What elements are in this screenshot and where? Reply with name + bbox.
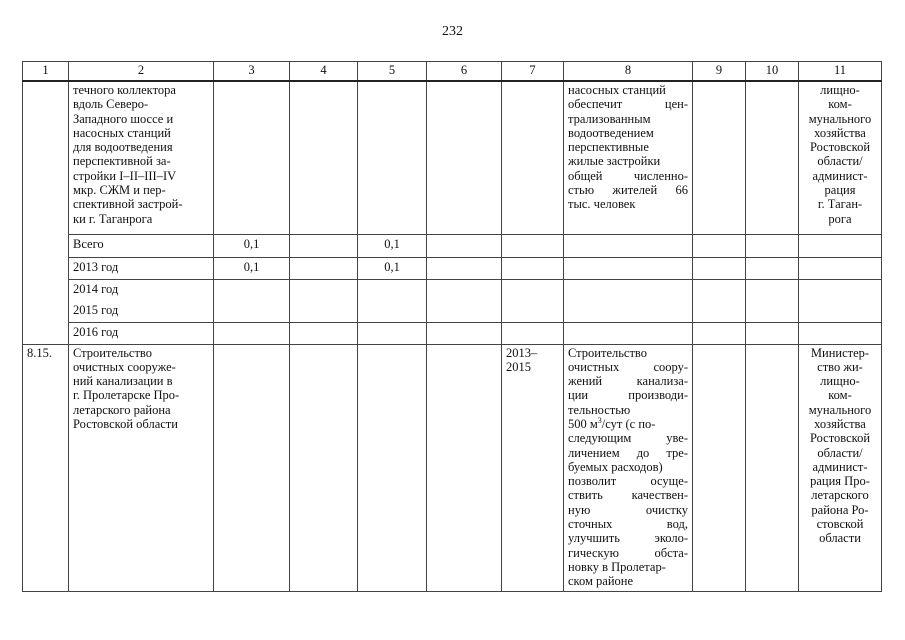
capacity-unit: /сут (с по-	[601, 416, 656, 431]
table-cell	[799, 301, 882, 323]
table-cell	[358, 344, 427, 591]
table-row	[23, 234, 882, 257]
text-line: ствить качествен-	[568, 488, 688, 503]
text-line: рация	[824, 183, 856, 198]
text-line: мкр. СЖМ и пер-	[73, 183, 166, 198]
value-cell: 0,1	[358, 257, 427, 279]
text-line: новку в Пролетар-	[568, 559, 666, 574]
superscript: 3	[597, 415, 602, 425]
capacity-value: 500 м	[568, 416, 598, 431]
text-line: личением до тре-	[568, 445, 688, 460]
text-line: лищно-	[820, 374, 860, 389]
table-cell	[502, 234, 564, 257]
text-line: летарского района	[73, 402, 171, 417]
table-cell	[290, 234, 358, 257]
table-cell	[746, 81, 799, 234]
column-header: 3	[214, 62, 290, 82]
row-label: 2013 год	[69, 257, 214, 279]
text-line: перспективные	[568, 140, 649, 155]
measure-name-cell	[69, 81, 214, 234]
table-cell	[290, 81, 358, 234]
text-line: трализованным	[568, 111, 651, 126]
text-line: г. Таган-	[817, 197, 863, 212]
table-cell	[290, 301, 358, 323]
text-line: улучшить эколо-	[568, 531, 688, 546]
text-line: области/	[817, 445, 863, 460]
page-number: 232	[442, 24, 463, 39]
column-header: 6	[427, 62, 502, 82]
table-cell	[502, 279, 564, 301]
text-line: обеспечит цен-	[568, 97, 688, 112]
text-line: буемых расходов)	[568, 459, 663, 474]
text-line: летарского	[811, 488, 869, 503]
row-label: Всего	[69, 234, 214, 257]
table-cell	[799, 279, 882, 301]
table-cell	[693, 301, 746, 323]
text-line: админист-	[812, 168, 868, 183]
table-row	[23, 81, 882, 234]
table-row	[23, 257, 882, 279]
table-cell	[214, 301, 290, 323]
table-cell	[290, 344, 358, 591]
table-cell	[746, 322, 799, 344]
table-cell	[290, 279, 358, 301]
table-cell	[290, 257, 358, 279]
text-line: Ростовской	[809, 140, 871, 155]
table-cell	[746, 279, 799, 301]
implementation-period-cell	[502, 344, 564, 591]
row-label: 2014 год	[69, 279, 214, 301]
table-cell	[746, 234, 799, 257]
text-line: стовской	[816, 517, 864, 532]
table-cell	[693, 81, 746, 234]
text-line: Министер-	[810, 345, 870, 360]
text-line: ком-	[828, 97, 852, 112]
text-line: админист-	[812, 459, 868, 474]
text-line: ную очистку	[568, 502, 688, 517]
column-header: 9	[693, 62, 746, 82]
table-cell	[746, 344, 799, 591]
row-label: 2015 год	[69, 301, 214, 323]
table-cell	[427, 344, 502, 591]
column-number-row	[23, 62, 882, 82]
column-header: 1	[23, 62, 69, 82]
table-cell	[693, 234, 746, 257]
expected-result-cell	[564, 81, 693, 234]
text-line: следующим уве-	[568, 431, 688, 446]
table-cell	[427, 301, 502, 323]
table-cell	[502, 81, 564, 234]
table-cell	[427, 234, 502, 257]
table-cell	[427, 81, 502, 234]
text-line: позволит осуще-	[568, 474, 688, 489]
table-row	[23, 301, 882, 323]
table-cell	[564, 322, 693, 344]
table-cell	[746, 257, 799, 279]
table-cell	[799, 322, 882, 344]
row-number-cell	[23, 81, 69, 344]
text-line: Строительство	[568, 345, 648, 360]
text-line: очистных соору-	[568, 359, 688, 374]
text-line: хозяйства	[814, 416, 866, 431]
text-line: перспективной за-	[73, 154, 171, 169]
text-line: хозяйства	[814, 125, 866, 140]
table-cell	[214, 344, 290, 591]
text-line: ки г. Таганрога	[73, 211, 153, 226]
text-line: г. Пролетарске Про-	[73, 388, 180, 403]
table-row	[23, 322, 882, 344]
text-line: ний канализации в	[73, 374, 173, 389]
text-line: Ростовской области	[73, 416, 178, 431]
text-line: рация Про-	[810, 474, 870, 489]
text-line: Западного шоссе и	[73, 111, 174, 126]
text-line: для водоотведения	[73, 140, 173, 155]
table-cell	[358, 322, 427, 344]
text-line: мунального	[808, 111, 872, 126]
text-line: Ростовской	[809, 431, 871, 446]
text-line: области	[819, 531, 861, 546]
table-cell	[564, 234, 693, 257]
executor-cell	[799, 81, 882, 234]
text-line: вдоль Северо-	[73, 97, 149, 112]
table-cell	[746, 301, 799, 323]
measure-name-cell	[69, 344, 214, 591]
program-table	[22, 61, 882, 592]
text-line: района Ро-	[811, 502, 869, 517]
text-line: водоотведением	[568, 125, 654, 140]
table-cell	[358, 279, 427, 301]
row-number-cell: 8.15.	[23, 344, 69, 591]
text-line	[568, 417, 688, 431]
table-cell	[693, 344, 746, 591]
column-header: 4	[290, 62, 358, 82]
text-line: тыс. человек	[568, 197, 636, 212]
text-line: тельностью	[568, 402, 631, 417]
column-header: 11	[799, 62, 882, 82]
table-row	[23, 344, 882, 591]
text-line: ции производи-	[568, 388, 688, 403]
text-line: 2015	[506, 359, 531, 374]
column-header: 5	[358, 62, 427, 82]
table-cell	[502, 322, 564, 344]
table-cell	[799, 234, 882, 257]
table-cell	[799, 257, 882, 279]
table-cell	[693, 322, 746, 344]
table-cell	[427, 279, 502, 301]
table-cell	[693, 279, 746, 301]
text-line: 2013–	[506, 345, 538, 360]
table-cell	[214, 322, 290, 344]
table-cell	[564, 257, 693, 279]
table-cell	[564, 301, 693, 323]
text-line: лищно-	[820, 83, 860, 97]
text-line: жилые застройки	[568, 154, 661, 169]
table-cell	[502, 257, 564, 279]
text-line: области/	[817, 154, 863, 169]
text-line: стью жителей 66	[568, 183, 688, 198]
column-header: 8	[564, 62, 693, 82]
table-cell	[358, 301, 427, 323]
table-cell	[693, 257, 746, 279]
table-cell	[290, 322, 358, 344]
table-cell	[427, 257, 502, 279]
value-cell: 0,1	[358, 234, 427, 257]
text-line: стройки I–II–III–IV	[73, 168, 177, 183]
column-header: 2	[69, 62, 214, 82]
text-line: ском районе	[568, 574, 634, 589]
text-line: сточных вод,	[568, 517, 688, 532]
text-line: насосных станций	[568, 83, 666, 97]
row-label: 2016 год	[69, 322, 214, 344]
value-cell: 0,1	[214, 234, 290, 257]
text-line: гическую обста-	[568, 545, 688, 560]
table-cell	[502, 301, 564, 323]
executor-cell	[799, 344, 882, 591]
table-cell	[214, 81, 290, 234]
table-cell	[427, 322, 502, 344]
text-line: Строительство	[73, 345, 153, 360]
expected-result-cell	[564, 344, 693, 591]
table-row	[23, 279, 882, 301]
text-line: жений канализа-	[568, 374, 688, 389]
text-line: течного коллектора	[73, 83, 176, 97]
table-cell	[358, 81, 427, 234]
column-header: 7	[502, 62, 564, 82]
table-cell	[564, 279, 693, 301]
text-line: мунального	[808, 402, 872, 417]
text-line: очистных сооруже-	[73, 359, 176, 374]
value-cell: 0,1	[214, 257, 290, 279]
text-line: ком-	[828, 388, 852, 403]
text-line: рога	[828, 211, 852, 226]
text-line: насосных станций	[73, 125, 171, 140]
table-cell	[214, 279, 290, 301]
text-line: общей численно-	[568, 168, 688, 183]
column-header: 10	[746, 62, 799, 82]
text-line: ство жи-	[817, 359, 863, 374]
text-line: спективной застрой-	[73, 197, 183, 212]
